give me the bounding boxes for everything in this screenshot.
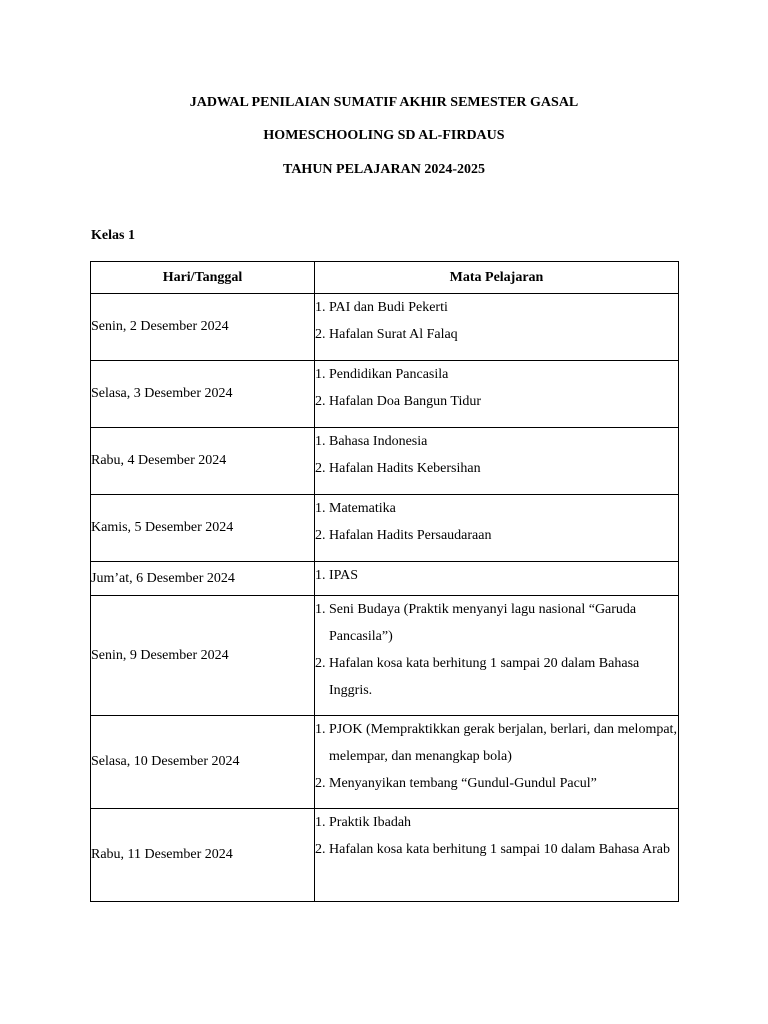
table-header-row	[91, 262, 679, 294]
document-title: JADWAL PENILAIAN SUMATIF AKHIR SEMESTER GASAL	[189, 95, 579, 110]
subject-text: Hafalan Surat Al Falaq	[329, 327, 458, 342]
subject-text: Hafalan kosa kata berhitung 1 sampai 10 dalam Bahasa Arab	[329, 842, 670, 857]
list-item	[315, 770, 678, 797]
item-number: 1.	[315, 568, 326, 583]
subject-cell	[315, 361, 679, 428]
list-item	[315, 809, 678, 836]
item-number: 1.	[315, 722, 326, 737]
day-cell: Jum’at, 6 Desember 2024	[91, 562, 315, 596]
subject-text: Menyanyikan tembang “Gundul-Gundul Pacul”	[329, 776, 597, 791]
item-number: 2.	[315, 528, 326, 543]
day-cell: Kamis, 5 Desember 2024	[91, 495, 315, 562]
subject-text: PAI dan Budi Pekerti	[329, 300, 448, 315]
item-number: 1.	[315, 434, 326, 449]
subject-text: Pendidikan Pancasila	[329, 367, 449, 382]
subject-cell	[315, 495, 679, 562]
header-day-date: Hari/Tanggal	[91, 262, 315, 294]
subject-text: Hafalan Hadits Kebersihan	[329, 461, 481, 476]
list-item	[315, 388, 678, 415]
subject-cell	[315, 596, 679, 716]
subject-cell	[315, 562, 679, 596]
day-cell: Senin, 2 Desember 2024	[91, 294, 315, 361]
item-number: 1.	[315, 501, 326, 516]
item-number: 2.	[315, 461, 326, 476]
list-item	[315, 321, 678, 348]
table-row	[91, 596, 679, 716]
list-item	[315, 495, 678, 522]
day-cell: Selasa, 10 Desember 2024	[91, 716, 315, 809]
table-row	[91, 361, 679, 428]
item-number: 2.	[315, 776, 326, 791]
class-label: Kelas 1	[91, 228, 135, 243]
subject-text: Hafalan kosa kata berhitung 1 sampai 20 dalam Bahasa Inggris.	[329, 656, 640, 698]
subject-text: IPAS	[329, 568, 359, 583]
table-row	[91, 294, 679, 361]
subject-text: PJOK (Mempraktikkan gerak berjalan, berlari, dan melompat, melempar, dan menangkap bola)	[329, 722, 677, 764]
list-item	[315, 596, 678, 650]
day-cell: Rabu, 4 Desember 2024	[91, 428, 315, 495]
subject-text: Matematika	[329, 501, 396, 516]
subject-text: Bahasa Indonesia	[329, 434, 428, 449]
subject-list	[315, 495, 678, 549]
table-row	[91, 495, 679, 562]
item-number: 1.	[315, 300, 326, 315]
table-row	[91, 716, 679, 809]
subject-list	[315, 809, 678, 863]
subject-list	[315, 294, 678, 348]
subject-list	[315, 596, 678, 704]
day-cell: Selasa, 3 Desember 2024	[91, 361, 315, 428]
subject-list	[315, 716, 678, 797]
subject-list	[315, 428, 678, 482]
subject-list	[315, 361, 678, 415]
list-item	[315, 522, 678, 549]
list-item	[315, 836, 678, 863]
table-row	[91, 428, 679, 495]
subject-cell	[315, 294, 679, 361]
item-number: 2.	[315, 656, 326, 671]
subject-list	[315, 562, 678, 589]
item-number: 2.	[315, 842, 326, 857]
schedule-table	[90, 261, 679, 902]
list-item	[315, 455, 678, 482]
item-number: 2.	[315, 394, 326, 409]
subject-cell	[315, 809, 679, 902]
academic-year: TAHUN PELAJARAN 2024-2025	[283, 162, 485, 177]
list-item	[315, 650, 678, 704]
school-name: HOMESCHOOLING SD AL-FIRDAUS	[263, 128, 505, 143]
list-item	[315, 428, 678, 455]
list-item	[315, 294, 678, 321]
day-cell: Rabu, 11 Desember 2024	[91, 809, 315, 902]
table-row	[91, 562, 679, 596]
subject-cell	[315, 716, 679, 809]
list-item	[315, 562, 678, 589]
item-number: 1.	[315, 815, 326, 830]
list-item	[315, 716, 678, 770]
item-number: 1.	[315, 367, 326, 382]
subject-cell	[315, 428, 679, 495]
subject-text: Hafalan Hadits Persaudaraan	[329, 528, 492, 543]
day-cell: Senin, 9 Desember 2024	[91, 596, 315, 716]
item-number: 1.	[315, 602, 326, 617]
subject-text: Seni Budaya (Praktik menyanyi lagu nasional “Garuda Pancasila”)	[329, 602, 637, 644]
header-subject: Mata Pelajaran	[315, 262, 679, 294]
subject-text: Hafalan Doa Bangun Tidur	[329, 394, 482, 409]
list-item	[315, 361, 678, 388]
table-row	[91, 809, 679, 902]
subject-text: Praktik Ibadah	[329, 815, 412, 830]
item-number: 2.	[315, 327, 326, 342]
